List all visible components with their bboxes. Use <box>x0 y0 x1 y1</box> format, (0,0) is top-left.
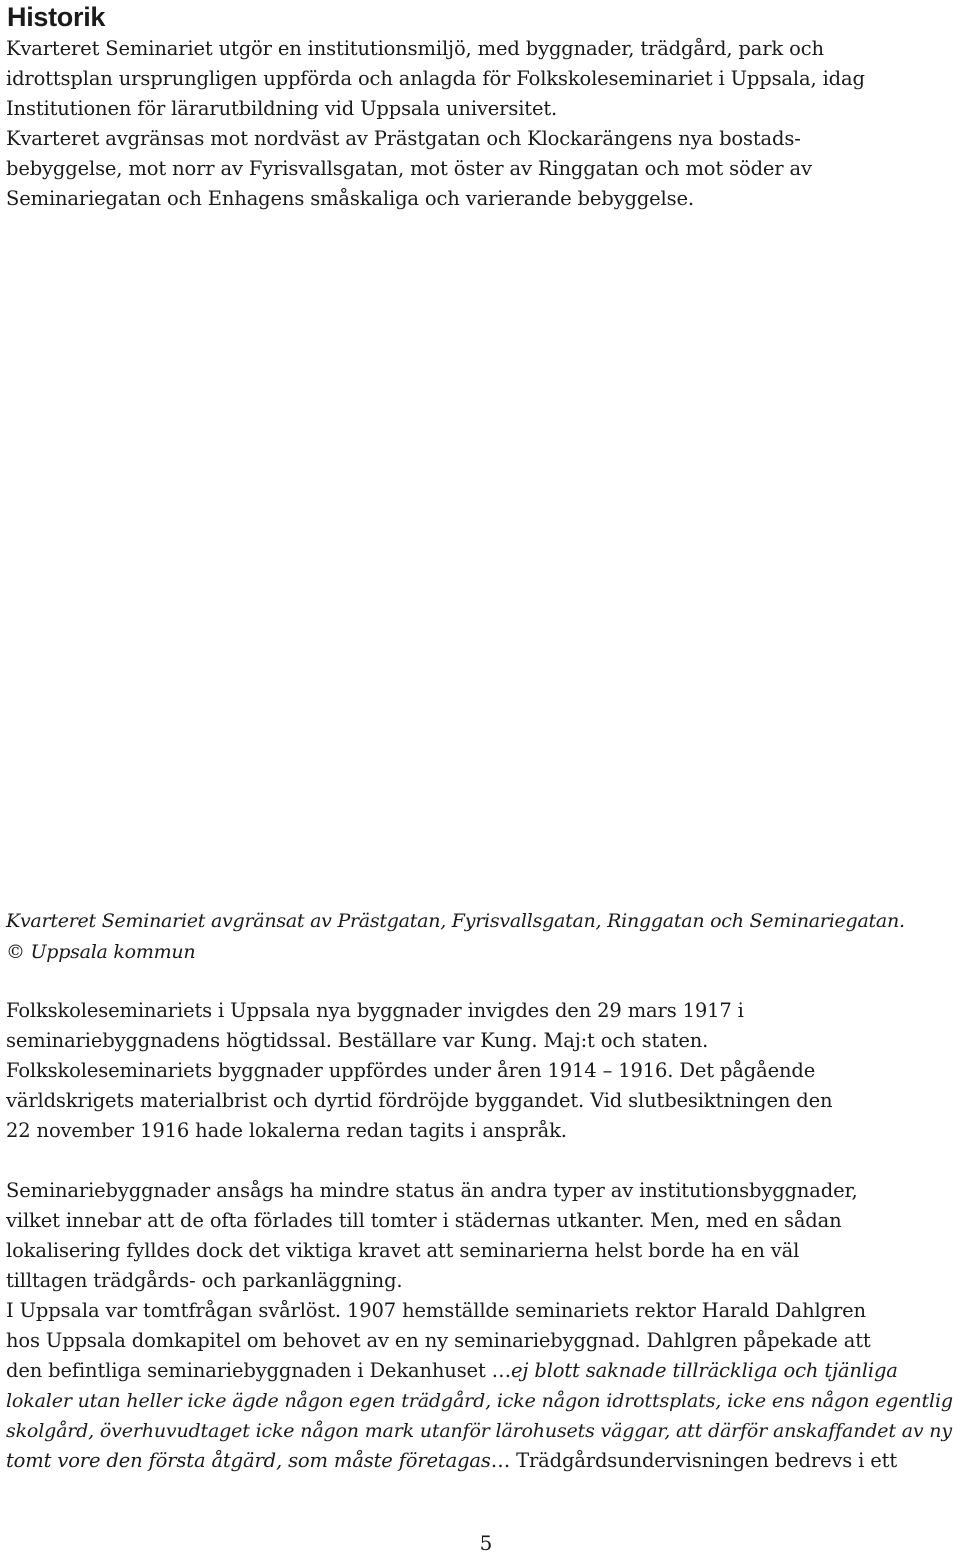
section-heading: Historik <box>7 2 106 32</box>
text-line: världskrigets materialbrist och dyrtid fördröjde byggandet. Vid slutbesiktningen den <box>6 1089 833 1112</box>
intro-paragraph <box>6 34 958 214</box>
text-line: bebyggelse, mot norr av Fyrisvallsgatan, mot öster av Ringgatan och mot söder av <box>6 157 812 180</box>
text-line: tilltagen trädgårds- och parkanläggning. <box>6 1269 403 1292</box>
text-line <box>6 1356 958 1386</box>
plain-text: den befintliga seminariebyggnaden i Dekanhuset … <box>6 1359 512 1382</box>
text-line: hos Uppsala domkapitel om behovet av en ny seminariebyggnad. Dahlgren påpekade att <box>6 1329 871 1352</box>
quote-line: lokaler utan heller icke ägde någon egen trädgård, icke någon idrottsplats, icke ens någon egentlig <box>6 1390 953 1412</box>
text-line: Folkskoleseminariets i Uppsala nya byggnader invigdes den 29 mars 1917 i <box>6 999 744 1022</box>
page-number: 5 <box>479 1531 493 1555</box>
text-line <box>6 1446 958 1476</box>
quote-line: skolgård, överhuvudtaget icke någon mark utanför lärohusets väggar, att därför anskaffandet av ny <box>6 1420 952 1442</box>
text-line: Institutionen för lärarutbildning vid Uppsala universitet. <box>6 97 558 120</box>
figure-placeholder <box>6 215 954 895</box>
text-line: Kvarteret avgränsas mot nordväst av Prästgatan och Klockarängens nya bostads- <box>6 127 801 150</box>
text-line: I Uppsala var tomtfrågan svårlöst. 1907 hemställde seminariets rektor Harald Dahlgren <box>6 1299 866 1322</box>
inauguration-paragraph <box>6 996 958 1146</box>
text-line: Folkskoleseminariets byggnader uppfördes under åren 1914 – 1916. Det pågående <box>6 1059 816 1082</box>
quote-text: tomt vore den första åtgärd, som måste företagas <box>6 1449 491 1472</box>
text-line: Seminariebyggnader ansågs ha mindre status än andra typer av institutionsbyggnader, <box>6 1179 858 1202</box>
text-line: Seminariegatan och Enhagens småskaliga och varierande bebyggelse. <box>6 187 694 210</box>
text-line: vilket innebar att de ofta förlades till tomter i städernas utkanter. Men, med en sådan <box>6 1209 842 1232</box>
quote-text: ej blott saknade tillräckliga och tjänliga <box>511 1359 898 1382</box>
site-paragraph <box>6 1176 958 1476</box>
text-line: Kvarteret Seminariet utgör en institutionsmiljö, med byggnader, trädgård, park och <box>6 37 824 60</box>
text-line: idrottsplan ursprungligen uppförda och anlagda för Folkskoleseminariet i Uppsala, idag <box>6 67 865 90</box>
caption-line: Kvarteret Seminariet avgränsat av Prästgatan, Fyrisvallsgatan, Ringgatan och Seminariegatan. <box>6 910 905 932</box>
text-line: seminariebyggnadens högtidssal. Beställare var Kung. Maj:t och staten. <box>6 1029 709 1052</box>
plain-text: … Trädgårdsundervisningen bedrevs i ett <box>490 1449 898 1472</box>
copyright-line: © Uppsala kommun <box>6 941 196 963</box>
figure-caption <box>6 906 958 968</box>
text-line: 22 november 1916 hade lokalerna redan tagits i anspråk. <box>6 1119 567 1142</box>
text-line: lokalisering fylldes dock det viktiga kravet att seminarierna helst borde ha en väl <box>6 1239 800 1262</box>
